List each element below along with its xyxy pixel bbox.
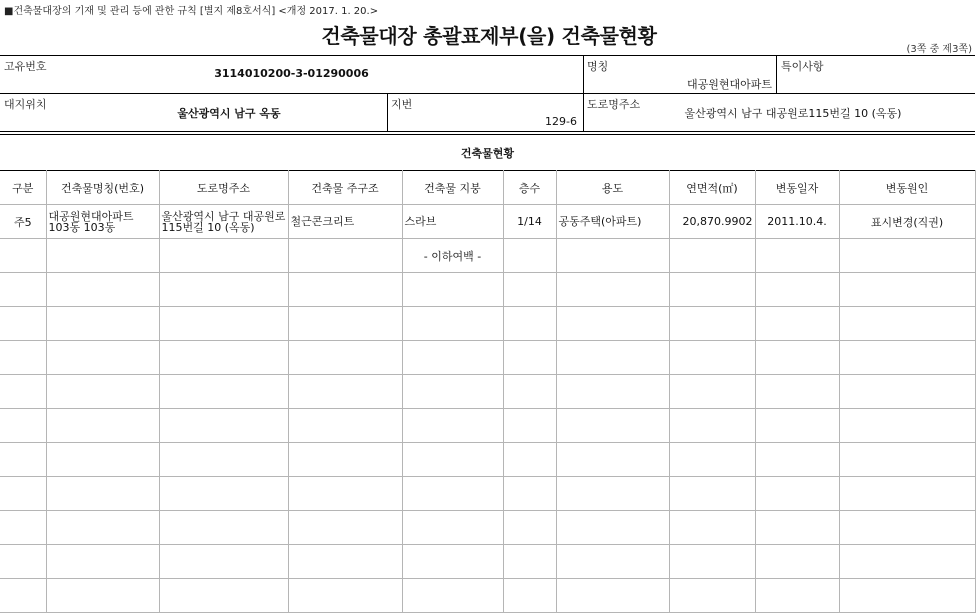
cell-floor-area: 20,870.9902 [669,205,755,239]
col-building-name: 건축물명칭(번호) [46,171,159,205]
document-title: 건축물대장 총괄표제부(을) 건축물현황 [321,24,657,48]
table-row [0,205,975,239]
col-road-address: 도로명주소 [159,171,288,205]
divider-special [776,55,777,93]
end-marker: - 이하여백 - [402,239,503,273]
table-row-end-marker [0,239,975,273]
col-roof: 건축물 지붕 [402,171,503,205]
building-status-table [0,170,976,613]
unique-no-label: 고유번호 [4,60,47,73]
road-value: 울산광역시 남구 대공원로115번길 10 (옥동) [684,107,902,120]
table-row-empty [0,375,975,409]
col-floor-area: 연면적(㎡) [669,171,755,205]
frame-top-line [0,55,975,56]
unique-no-value: 3114010200-3-01290006 [214,67,369,80]
section-title: 건축물현황 [460,147,515,160]
table-row-empty [0,477,975,511]
col-usage: 용도 [556,171,669,205]
table-row-empty [0,511,975,545]
table-row-empty [0,443,975,477]
page-info: (3쪽 중 제3쪽) [906,44,972,55]
table-row-empty [0,341,975,375]
frame-mid-line [0,93,975,94]
col-change-date: 변동일자 [755,171,839,205]
cell-change-reason: 표시변경(직권) [839,205,975,239]
table-row-empty [0,579,975,613]
cell-change-date: 2011.10.4. [755,205,839,239]
frame-bottom-line [0,131,975,132]
cell-division: 주5 [0,205,46,239]
cell-structure: 철근콘크리트 [288,205,402,239]
table-row-empty [0,307,975,341]
cell-floors: 1/14 [503,205,556,239]
legal-note: ■건축물대장의 기재 및 관리 등에 관한 규칙 [별지 제8호서식] <개정 2017. 1. 20.> [4,6,379,17]
table-row-empty [0,409,975,443]
cell-building-name: 대공원현대아파트 103동 103동 [46,205,159,239]
col-division: 구분 [0,171,46,205]
special-label: 특이사항 [781,60,824,73]
table-row-empty [0,545,975,579]
table-header-row [0,171,975,205]
road-label: 도로명주소 [587,98,641,111]
cell-roof: 스라브 [402,205,503,239]
col-structure: 건축물 주구조 [288,171,402,205]
name-value: 대공원현대아파트 [686,78,772,91]
col-change-reason: 변동원인 [839,171,975,205]
site-value: 울산광역시 남구 옥동 [177,107,281,120]
name-label: 명칭 [587,60,609,73]
cell-usage: 공동주택(아파트) [556,205,669,239]
lot-value: 129-6 [545,115,577,128]
site-label: 대지위치 [4,98,47,111]
lot-label: 지번 [391,98,413,111]
col-floors: 층수 [503,171,556,205]
table-row-empty [0,273,975,307]
frame-bottom-line-2 [0,134,975,135]
cell-road-address: 울산광역시 남구 대공원로 115번길 10 (옥동) [159,205,288,239]
